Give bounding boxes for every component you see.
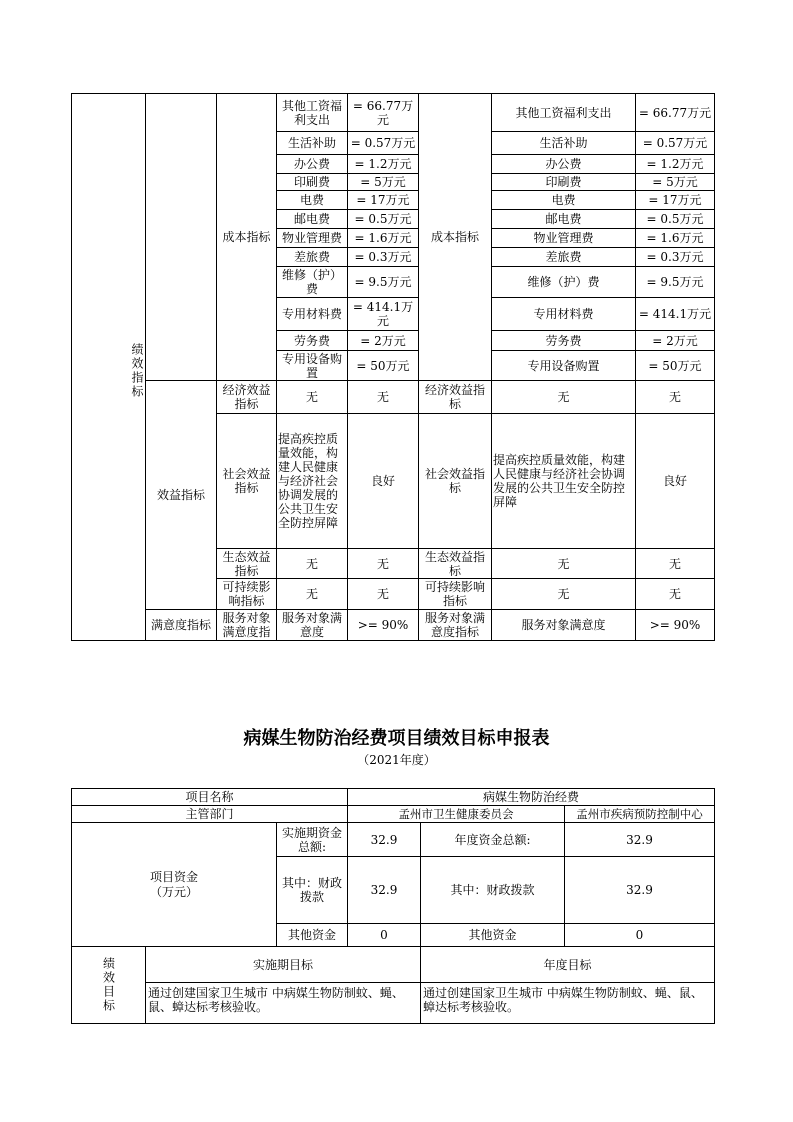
benefit-value-right: 无 <box>636 381 715 414</box>
cost-name-right: 生活补助 <box>492 132 636 155</box>
funds-label-text: 项目资金（万元） <box>149 869 198 899</box>
benefit-value-left: 无 <box>348 381 419 414</box>
cost-name-right: 印刷费 <box>492 174 636 191</box>
other-label: 其他资金 <box>277 924 348 947</box>
benefit-label: 效益指标 <box>146 381 217 610</box>
cost-name-left: 印刷费 <box>277 174 348 191</box>
cost-name-left: 生活补助 <box>277 132 348 155</box>
cost-value-left: = 1.6万元 <box>348 229 419 248</box>
cost-blank-cell <box>146 94 217 381</box>
benefit-name-left: 无 <box>277 381 348 414</box>
benefit-value-left: 无 <box>348 579 419 610</box>
cost-value-left: = 0.3万元 <box>348 248 419 267</box>
cost-name-right: 劳务费 <box>492 331 636 351</box>
cost-value-right: = 5万元 <box>636 174 715 191</box>
section-label: 绩效指标 <box>72 94 146 641</box>
cost-value-left: = 414.1万元 <box>348 298 419 331</box>
annual-goal-label: 年度目标 <box>421 947 715 983</box>
satisfaction-name-left: 服务对象满意度 <box>277 610 348 641</box>
annual-total-value: 32.9 <box>565 823 715 857</box>
benefit-name-right: 无 <box>492 381 636 414</box>
cost-value-left: = 2万元 <box>348 331 419 351</box>
total-value: 32.9 <box>348 823 421 857</box>
cost-value-left: = 9.5万元 <box>348 267 419 298</box>
cost-value-right: = 414.1万元 <box>636 298 715 331</box>
cost-value-right: = 1.2万元 <box>636 155 715 174</box>
dept-value: 孟州市卫生健康委员会 <box>348 806 565 823</box>
form-year: （2021年度） <box>357 753 436 767</box>
benefit-name-left: 无 <box>277 549 348 579</box>
benefit-type-right: 生态效益指标 <box>419 549 492 579</box>
satisfaction-value-right: >= 90% <box>636 610 715 641</box>
annual-other-label: 其他资金 <box>421 924 565 947</box>
cost-name-right: 其他工资福利支出 <box>492 94 636 132</box>
cost-value-right: = 1.6万元 <box>636 229 715 248</box>
cost-name-right: 电费 <box>492 191 636 210</box>
benefit-type-right: 经济效益指标 <box>419 381 492 414</box>
cost-value-left: = 5万元 <box>348 174 419 191</box>
cost-name-left: 专用材料费 <box>277 298 348 331</box>
benefit-value-right: 良好 <box>636 414 715 549</box>
annual-other-value: 0 <box>565 924 715 947</box>
cost-name-right: 邮电费 <box>492 210 636 229</box>
other-value: 0 <box>348 924 421 947</box>
cost-value-left: = 50万元 <box>348 351 419 381</box>
cost-name-left: 差旅费 <box>277 248 348 267</box>
cost-name-right: 维修（护）费 <box>492 267 636 298</box>
benefit-type-left: 可持续影响指标 <box>217 579 277 610</box>
cost-label-left: 成本指标 <box>217 94 277 381</box>
benefit-type-left: 经济效益指标 <box>217 381 277 414</box>
cost-name-left: 维修（护）费 <box>277 267 348 298</box>
cost-value-right: = 17万元 <box>636 191 715 210</box>
annual-goal-text: 通过创建国家卫生城市 中病媒生物防制蚊、蝇、鼠、蟑达标考核验收。 <box>421 983 715 1024</box>
cost-name-right: 差旅费 <box>492 248 636 267</box>
impl-goal-text: 通过创建国家卫生城市 中病媒生物防制蚊、蝇、鼠、蟑达标考核验收。 <box>146 983 421 1024</box>
cost-value-right: = 9.5万元 <box>636 267 715 298</box>
annual-fiscal-value: 32.9 <box>565 857 715 924</box>
cost-name-right: 物业管理费 <box>492 229 636 248</box>
dept-label: 主管部门 <box>72 806 348 823</box>
funds-label <box>72 823 277 947</box>
cost-value-right: = 0.5万元 <box>636 210 715 229</box>
cost-name-left: 专用设备购置 <box>277 351 348 381</box>
benefit-value-right: 无 <box>636 579 715 610</box>
fiscal-value: 32.9 <box>348 857 421 924</box>
cost-value-left: = 0.57万元 <box>348 132 419 155</box>
cost-name-right: 办公费 <box>492 155 636 174</box>
satisfaction-label: 满意度指标 <box>146 610 217 641</box>
benefit-name-right: 无 <box>492 579 636 610</box>
benefit-value-left: 良好 <box>348 414 419 549</box>
fiscal-label: 其中：财政拨款 <box>277 857 348 924</box>
goal-label: 绩效目标 <box>72 947 146 1024</box>
cost-value-right: = 0.3万元 <box>636 248 715 267</box>
benefit-name-right: 无 <box>492 549 636 579</box>
cost-name-left: 邮电费 <box>277 210 348 229</box>
cost-value-left: = 17万元 <box>348 191 419 210</box>
cost-value-right: = 50万元 <box>636 351 715 381</box>
benefit-value-right: 无 <box>636 549 715 579</box>
project-form-table <box>71 788 715 1024</box>
satisfaction-type-left: 服务对象满意度指 <box>217 610 277 641</box>
cost-value-left: = 66.77万元 <box>348 94 419 132</box>
benefit-type-right: 可持续影响指标 <box>419 579 492 610</box>
cost-value-right: = 2万元 <box>636 331 715 351</box>
indicator-table <box>71 93 715 641</box>
satisfaction-value-left: >= 90% <box>348 610 419 641</box>
form-title: 病媒生物防治经费项目绩效目标申报表 <box>243 728 550 749</box>
cost-name-right: 专用材料费 <box>492 298 636 331</box>
benefit-type-right: 社会效益指标 <box>419 414 492 549</box>
benefit-name-left: 无 <box>277 579 348 610</box>
satisfaction-name-right: 服务对象满意度 <box>492 610 636 641</box>
benefit-value-left: 无 <box>348 549 419 579</box>
cost-value-right: = 66.77万元 <box>636 94 715 132</box>
cost-name-right: 专用设备购置 <box>492 351 636 381</box>
satisfaction-type-right: 服务对象满意度指标 <box>419 610 492 641</box>
cost-label-right: 成本指标 <box>419 94 492 381</box>
cost-name-left: 办公费 <box>277 155 348 174</box>
project-name-label: 项目名称 <box>72 789 348 806</box>
cost-name-left: 其他工资福利支出 <box>277 94 348 132</box>
unit-value: 孟州市疾病预防控制中心 <box>565 806 715 823</box>
cost-name-left: 电费 <box>277 191 348 210</box>
cost-name-left: 劳务费 <box>277 331 348 351</box>
project-name: 病媒生物防治经费 <box>348 789 715 806</box>
benefit-type-left: 社会效益指标 <box>217 414 277 549</box>
benefit-type-left: 生态效益指标 <box>217 549 277 579</box>
cost-name-left: 物业管理费 <box>277 229 348 248</box>
benefit-name-left: 提高疾控质量效能，构建人民健康与经济社会协调发展的公共卫生安全防控屏障 <box>277 414 348 549</box>
total-label: 实施期资金总额: <box>277 823 348 857</box>
benefit-name-right: 提高疾控质量效能，构建人民健康与经济社会协调发展的公共卫生安全防控屏障 <box>492 414 636 549</box>
impl-goal-label: 实施期目标 <box>146 947 421 983</box>
cost-value-left: = 1.2万元 <box>348 155 419 174</box>
cost-value-right: = 0.57万元 <box>636 132 715 155</box>
cost-value-left: = 0.5万元 <box>348 210 419 229</box>
annual-fiscal-label: 其中：财政拨款 <box>421 857 565 924</box>
annual-total-label: 年度资金总额: <box>421 823 565 857</box>
